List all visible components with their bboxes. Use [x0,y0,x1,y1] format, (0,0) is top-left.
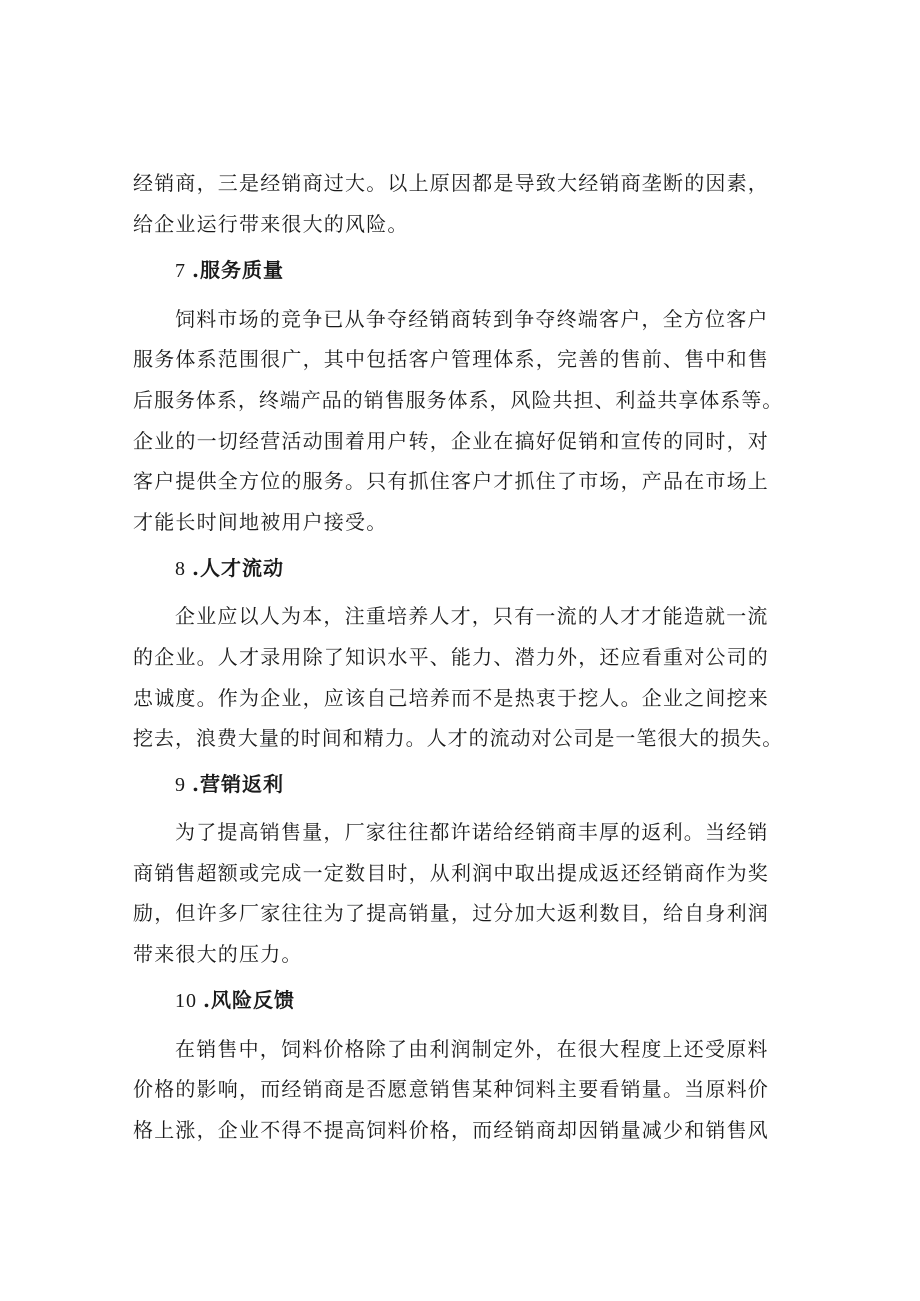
section-heading-10 [175,987,295,1013]
paragraph-line: 在销售中，饲料价格除了由利润制定外，在很大程度上还受原料 [175,1037,769,1061]
section-heading-8 [175,555,284,581]
section-number: 8 [175,558,186,580]
section-title: .服务质量 [192,258,284,282]
section-number: 7 [175,260,186,282]
paragraph-line: 企业应以人为本，注重培养人才，只有一流的人才才能造就一流 [175,604,769,628]
paragraph-line: 忠诚度。作为企业，应该自己培养而不是热衷于挖人。企业之间挖来 [133,686,769,710]
section-title: .风险反馈 [203,988,295,1012]
paragraph-line: 给企业运行带来很大的风险。 [133,212,409,236]
paragraph-line: 才能长时间地被用户接受。 [133,510,388,534]
paragraph-line: 价格的影响，而经销商是否愿意销售某种饲料主要看销量。当原料价 [133,1077,769,1101]
paragraph-line: 客户提供全方位的服务。只有抓住客户才抓住了市场，产品在市场上 [133,469,769,493]
section-number: 9 [175,774,186,796]
paragraph-line: 格上涨，企业不得不提高饲料价格，而经销商却因销量减少和销售风 [133,1118,769,1142]
paragraph-line: 后服务体系，终端产品的销售服务体系，风险共担、利益共享体系等。 [133,388,784,412]
section-title: .营销返利 [192,772,284,796]
paragraph-line: 经销商，三是经销商过大。以上原因都是导致大经销商垄断的因素， [133,171,769,195]
paragraph-line: 为了提高销售量，厂家往往都许诺给经销商丰厚的返利。当经销 [175,820,769,844]
paragraph-line: 挖去，浪费大量的时间和精力。人才的流动对公司是一笔很大的损失。 [133,726,784,750]
section-heading-9 [175,771,284,797]
section-title: .人才流动 [192,556,284,580]
paragraph-line: 商销售超额或完成一定数目时，从利润中取出提成返还经销商作为奖 [133,861,769,885]
paragraph-line: 的企业。人才录用除了知识水平、能力、潜力外，还应看重对公司的 [133,645,769,669]
paragraph-line: 饲料市场的竞争已从争夺经销商转到争夺终端客户，全方位客户 [175,307,769,331]
paragraph-line: 企业的一切经营活动围着用户转，企业在搞好促销和宣传的同时，对 [133,429,769,453]
section-number: 10 [175,990,197,1012]
paragraph-line: 带来很大的压力。 [133,942,303,966]
section-heading-7 [175,257,284,283]
paragraph-line: 励，但许多厂家往往为了提高销量，过分加大返利数目，给自身利润 [133,901,769,925]
paragraph-line: 服务体系范围很广，其中包括客户管理体系，完善的售前、售中和售 [133,347,769,371]
